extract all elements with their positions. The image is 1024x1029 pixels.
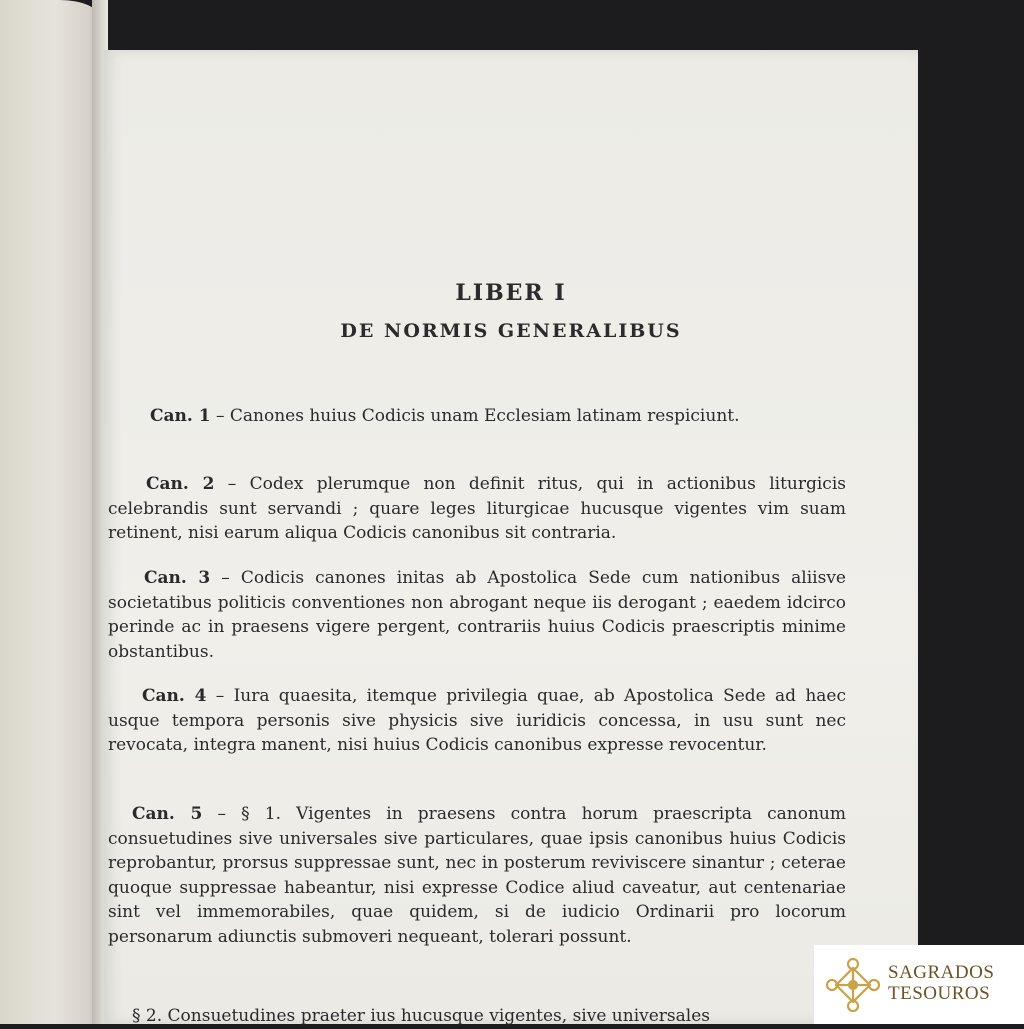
watermark-line-2: TESOUROS [888, 983, 991, 1004]
canon-label: Can. 2 [146, 474, 215, 494]
canon-text: – Codicis canones initas ab Apostolica Sede cum nationibus aliisve societatibus politicis conventiones non abrogant neque iis derogant ; eaedem idcirco perinde ac in praesens vigere pergent, contrariis huius Codicis praescriptis minime obstantibus. [108, 568, 846, 662]
canon-5-paragraph-2: § 2. Consuetudines praeter ius hucusque vigentes, sive universales [132, 1006, 711, 1026]
canon-text: – Iura quaesita, itemque privilegia quae, ab Apostolica Sede ad haec usque tempora personis sive physicis sive iuridicis concessa, in usu sunt nec revocata, integra manent, nisi huius Codicis canonibus expresse revocentur. [108, 686, 846, 755]
canon-text: – § 1. Vigentes in praesens contra horum praescripta canonum consuetudines sive universales sive particulares, quae ipsis canonibus huius Codicis reprobantur, prorsus suppressae sunt, nec in posterum reviviscere sinantur ; ceterae quoque suppressae habeantur, nisi expresse Codice aliud caveatur, aut centenariae sint vel immemorabiles, quae quidem, si de iudicio Ordinarii pro locorum personarum adiunctis submoveri nequeant, tolerari possunt. [108, 804, 846, 947]
canon-text: – Canones huius Codicis unam Ecclesiam latinam respiciunt. [210, 406, 740, 426]
canon-5 [108, 802, 846, 949]
book-title: LIBER I [455, 280, 567, 306]
watermark-line-1: SAGRADOS [888, 962, 995, 983]
canon-label: Can. 5 [132, 804, 203, 824]
left-page [0, 0, 100, 1024]
canon-4 [108, 684, 846, 758]
canon-1 [108, 404, 846, 429]
canon-label: Can. 4 [142, 686, 207, 706]
canon-label: Can. 1 [150, 406, 211, 426]
ornamental-cross-icon [824, 956, 882, 1014]
canon-2 [108, 472, 846, 546]
book-subtitle: DE NORMIS GENERALIBUS [340, 320, 682, 342]
canon-3 [108, 566, 846, 664]
watermark-logo [814, 945, 1024, 1024]
canon-text: – Codex plerumque non definit ritus, qui in actionibus liturgicis celebrandis sunt servandi ; quare leges liturgicae hucusque vigentes vim suam retinent, nisi earum aliqua Codicis canonibus sit contraria. [108, 474, 846, 543]
canon-label: Can. 3 [144, 568, 211, 588]
